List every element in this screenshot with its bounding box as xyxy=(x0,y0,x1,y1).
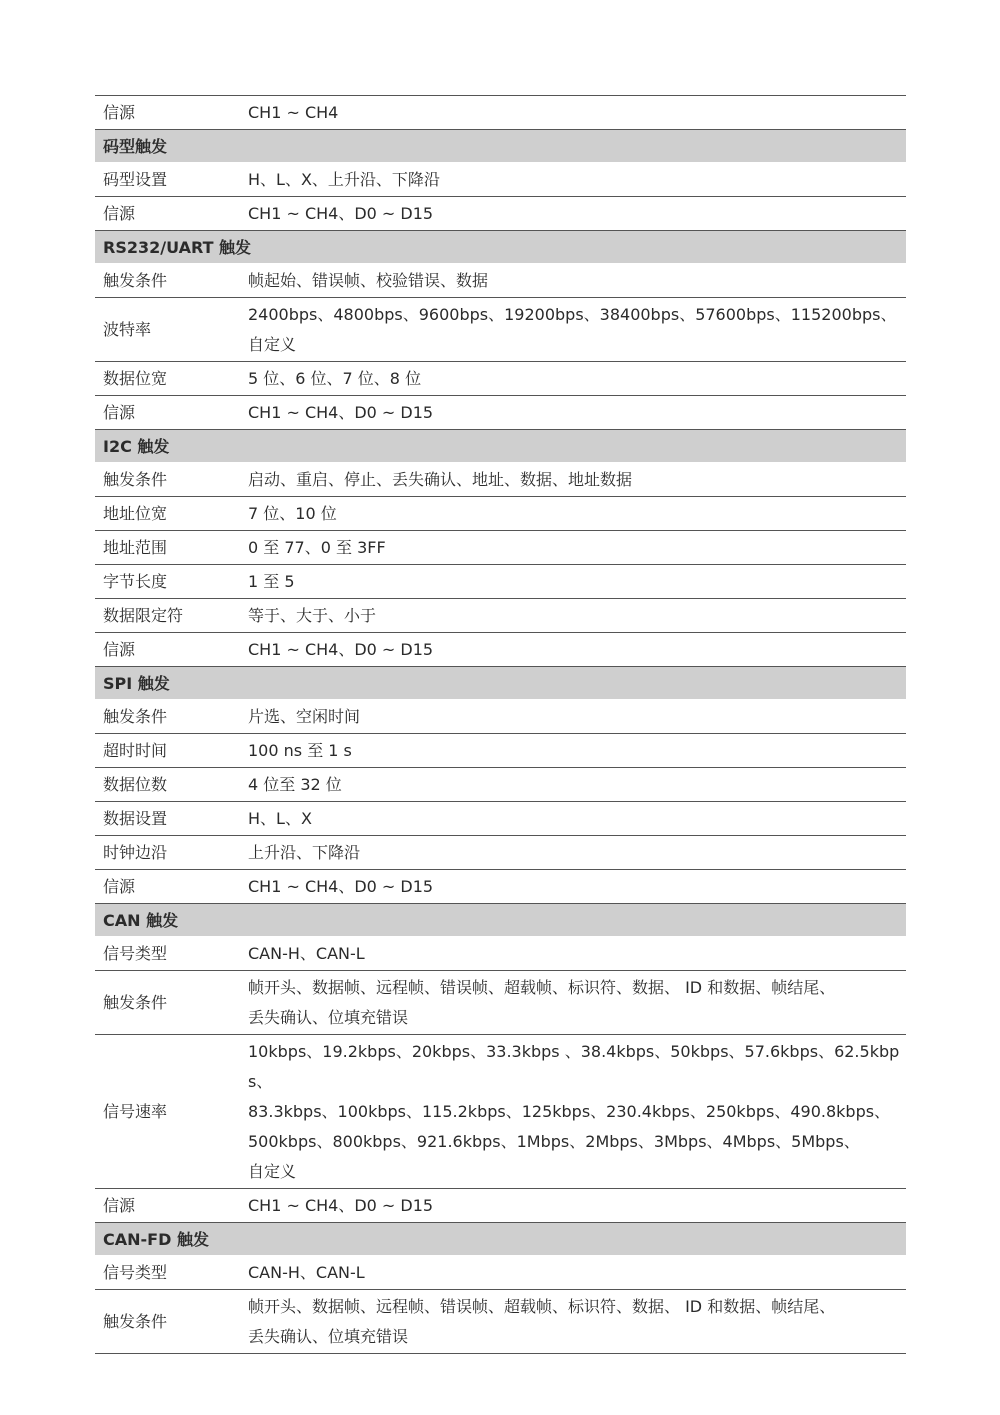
spec-value xyxy=(248,98,906,128)
spec-label: 触发条件 xyxy=(103,707,168,726)
spec-value xyxy=(248,838,906,868)
section-header: CAN-FD 触发 xyxy=(95,1223,906,1256)
spec-label: 地址位宽 xyxy=(103,504,168,523)
spec-value-line: CH1 ~ CH4、D0 ~ D15 xyxy=(248,877,434,896)
spec-value xyxy=(248,165,906,195)
spec-row xyxy=(95,531,906,565)
spec-row xyxy=(95,497,906,531)
spec-row xyxy=(95,396,906,430)
spec-value-line: 等于、大于、小于 xyxy=(248,606,377,625)
spec-value xyxy=(248,872,906,902)
spec-row xyxy=(95,971,906,1035)
spec-label: 信号类型 xyxy=(103,1263,168,1282)
spec-value-line: 1 至 5 xyxy=(248,572,295,591)
spec-label: 字节长度 xyxy=(103,572,168,591)
spec-row xyxy=(95,1290,906,1354)
spec-value xyxy=(248,770,906,800)
spec-value xyxy=(248,973,906,1033)
spec-value-line: 500kbps、800kbps、921.6kbps、1Mbps、2Mbps、3Mbps、4Mbps、5Mbps、 xyxy=(248,1132,860,1151)
spec-label: 触发条件 xyxy=(103,271,168,290)
spec-row xyxy=(95,937,906,971)
spec-row xyxy=(95,197,906,231)
spec-label: 码型设置 xyxy=(103,170,168,189)
spec-value xyxy=(248,465,906,495)
spec-row xyxy=(95,163,906,197)
spec-value xyxy=(248,1258,906,1288)
spec-value-line: CH1 ~ CH4、D0 ~ D15 xyxy=(248,204,434,223)
spec-value xyxy=(248,1037,906,1187)
spec-label: 波特率 xyxy=(103,320,152,339)
spec-value-line: 2400bps、4800bps、9600bps、19200bps、38400bps、57600bps、115200bps、 xyxy=(248,305,897,324)
spec-row xyxy=(95,1256,906,1290)
spec-label: 信源 xyxy=(103,103,136,122)
spec-label: 地址范围 xyxy=(103,538,168,557)
spec-value-line: 10kbps、19.2kbps、20kbps、33.3kbps 、38.4kbps、50kbps、57.6kbps、62.5kbps、 xyxy=(248,1042,900,1091)
spec-value-line: CH1 ~ CH4 xyxy=(248,103,339,122)
spec-label: 超时时间 xyxy=(103,741,168,760)
spec-value xyxy=(248,939,906,969)
spec-value-line: 丢失确认、位填充错误 xyxy=(248,1008,409,1027)
spec-label: 信源 xyxy=(103,640,136,659)
section-header: CAN 触发 xyxy=(95,904,906,937)
spec-row xyxy=(95,565,906,599)
spec-value xyxy=(248,300,906,360)
spec-row xyxy=(95,362,906,396)
spec-value-line: 帧开头、数据帧、远程帧、错误帧、超载帧、标识符、数据、 ID 和数据、帧结尾、 xyxy=(248,1297,836,1316)
spec-value xyxy=(248,601,906,631)
spec-value xyxy=(248,398,906,428)
spec-value-line: 7 位、10 位 xyxy=(248,504,337,523)
section-header: 码型触发 xyxy=(95,130,906,163)
spec-row xyxy=(95,1189,906,1223)
spec-row xyxy=(95,700,906,734)
spec-value-line: CAN-H、CAN-L xyxy=(248,1263,365,1282)
spec-value xyxy=(248,804,906,834)
spec-row xyxy=(95,96,906,130)
spec-label: 信源 xyxy=(103,403,136,422)
spec-value-line: 丢失确认、位填充错误 xyxy=(248,1327,409,1346)
spec-value-line: 4 位至 32 位 xyxy=(248,775,342,794)
spec-value xyxy=(248,199,906,229)
spec-label: 数据限定符 xyxy=(103,606,184,625)
spec-row xyxy=(95,870,906,904)
spec-value-line: 5 位、6 位、7 位、8 位 xyxy=(248,369,422,388)
spec-row xyxy=(95,802,906,836)
spec-value xyxy=(248,1191,906,1221)
spec-label: 数据位数 xyxy=(103,775,168,794)
spec-value xyxy=(248,736,906,766)
spec-value xyxy=(248,266,906,296)
spec-row xyxy=(95,633,906,667)
spec-row xyxy=(95,463,906,497)
spec-value-line: 自定义 xyxy=(248,335,297,354)
spec-value-line: CH1 ~ CH4、D0 ~ D15 xyxy=(248,1196,434,1215)
spec-row xyxy=(95,264,906,298)
spec-value xyxy=(248,499,906,529)
spec-label: 时钟边沿 xyxy=(103,843,168,862)
spec-label: 信源 xyxy=(103,877,136,896)
spec-row xyxy=(95,298,906,362)
spec-value xyxy=(248,635,906,665)
spec-row xyxy=(95,836,906,870)
spec-value-line: H、L、X、上升沿、下降沿 xyxy=(248,170,440,189)
section-header: RS232/UART 触发 xyxy=(95,231,906,264)
spec-label: 信号速率 xyxy=(103,1102,168,1121)
spec-label: 触发条件 xyxy=(103,993,168,1012)
spec-label: 数据位宽 xyxy=(103,369,168,388)
spec-value xyxy=(248,1292,906,1352)
spec-label: 触发条件 xyxy=(103,470,168,489)
spec-label: 信源 xyxy=(103,204,136,223)
spec-value-line: 启动、重启、停止、丢失确认、地址、数据、地址数据 xyxy=(248,470,633,489)
spec-value xyxy=(248,533,906,563)
spec-value-line: 100 ns 至 1 s xyxy=(248,741,352,760)
spec-table xyxy=(95,95,906,1354)
spec-value xyxy=(248,702,906,732)
spec-value-line: CAN-H、CAN-L xyxy=(248,944,365,963)
spec-value-line: CH1 ~ CH4、D0 ~ D15 xyxy=(248,640,434,659)
spec-value-line: 自定义 xyxy=(248,1162,297,1181)
spec-row xyxy=(95,734,906,768)
spec-value xyxy=(248,364,906,394)
spec-label: 触发条件 xyxy=(103,1312,168,1331)
spec-row xyxy=(95,599,906,633)
spec-value-line: 0 至 77、0 至 3FF xyxy=(248,538,386,557)
spec-label: 数据设置 xyxy=(103,809,168,828)
spec-value-line: 上升沿、下降沿 xyxy=(248,843,361,862)
spec-value-line: H、L、X xyxy=(248,809,312,828)
spec-label: 信号类型 xyxy=(103,944,168,963)
section-header: SPI 触发 xyxy=(95,667,906,700)
spec-row xyxy=(95,768,906,802)
spec-value xyxy=(248,567,906,597)
spec-value-line: 帧起始、错误帧、校验错误、数据 xyxy=(248,271,489,290)
spec-value-line: 帧开头、数据帧、远程帧、错误帧、超载帧、标识符、数据、 ID 和数据、帧结尾、 xyxy=(248,978,836,997)
section-header: I2C 触发 xyxy=(95,430,906,463)
spec-row xyxy=(95,1035,906,1189)
spec-value-line: CH1 ~ CH4、D0 ~ D15 xyxy=(248,403,434,422)
spec-value-line: 83.3kbps、100kbps、115.2kbps、125kbps、230.4kbps、250kbps、490.8kbps、 xyxy=(248,1102,891,1121)
spec-value-line: 片选、空闲时间 xyxy=(248,707,361,726)
spec-label: 信源 xyxy=(103,1196,136,1215)
